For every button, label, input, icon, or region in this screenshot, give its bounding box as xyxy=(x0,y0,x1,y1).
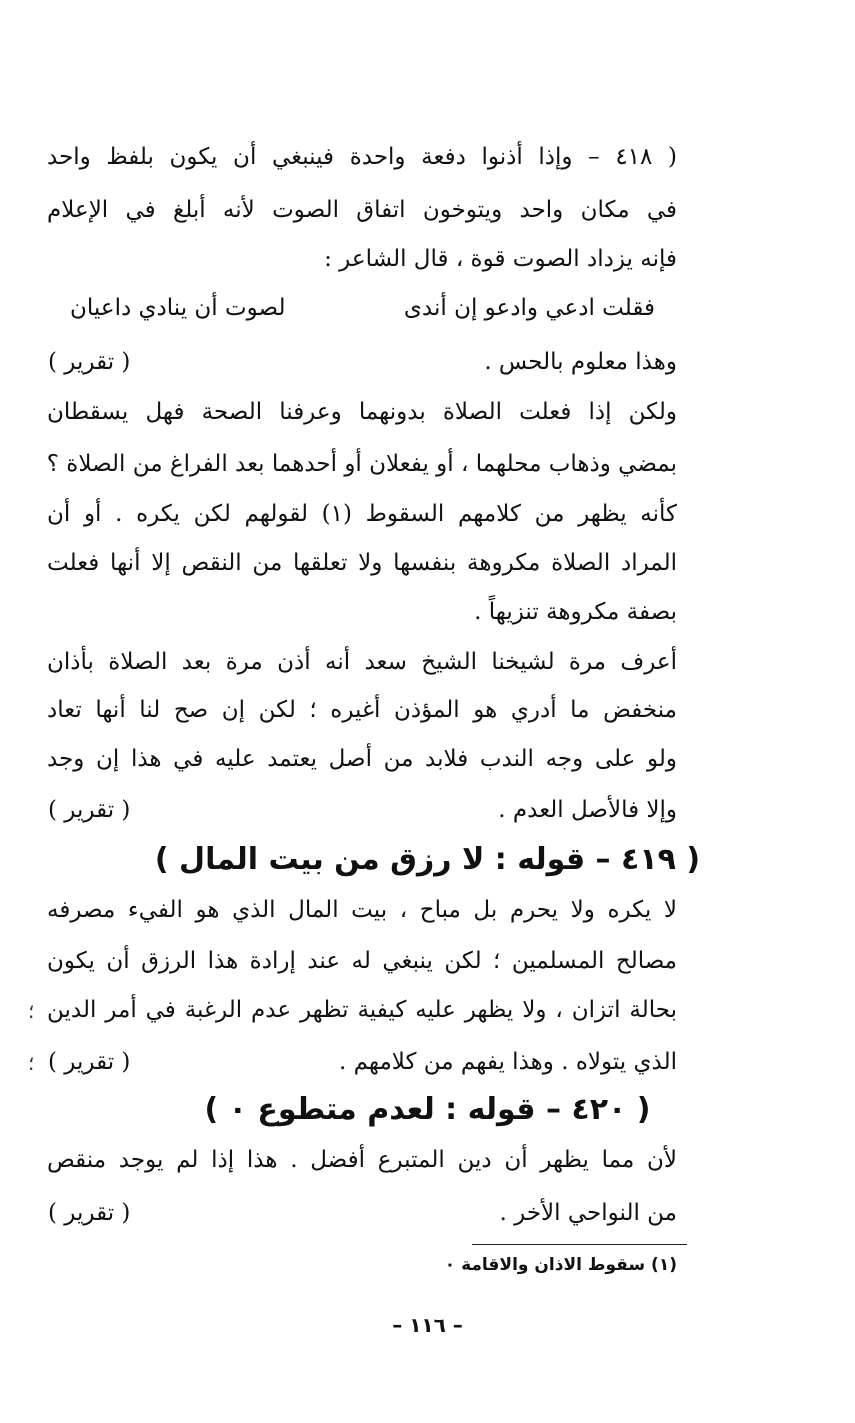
paragraph-419-line-4: الذي يتولاه . وهذا يفهم من كلامهم . xyxy=(338,1049,677,1075)
source-tag: ( تقرير ) xyxy=(48,797,131,823)
paragraph-419-line-2: مصالح المسلمين ؛ لكن ينبغي له عند إرادة هذا الرزق أن يكون xyxy=(47,948,677,974)
verse-second-hemistich: لصوت أن ينادي داعيان xyxy=(70,295,286,321)
footnote: (١) سقوط الاذان والاقامة ٠ xyxy=(444,1255,677,1275)
footnote-divider xyxy=(472,1244,687,1245)
paragraph-418-line-9: بصفة مكروهة تنزيهاً . xyxy=(474,599,677,625)
paragraph-418-line-5: ولكن إذا فعلت الصلاة بدونهما وعرفنا الصحة فهل يسقطان xyxy=(47,399,677,425)
paragraph-418-line-2: في مكان واحد ويتوخون اتفاق الصوت لأنه أبلغ في الإعلام xyxy=(47,197,677,223)
source-tag: ( تقرير ) xyxy=(48,349,131,375)
paragraph-418-line-3: فإنه يزداد الصوت قوة ، قال الشاعر : xyxy=(324,246,677,272)
section-420-heading: ( ٤٢٠ – قوله : لعدم متطوع ٠ ) xyxy=(204,1092,651,1127)
paragraph-418-line-10: أعرف مرة لشيخنا الشيخ سعد أنه أذن مرة بعد الصلاة بأذان xyxy=(47,649,677,675)
verse-first-hemistich: فقلت ادعي وادعو إن أندى xyxy=(403,295,655,321)
paragraph-418-line-7: كأنه يظهر من كلامهم السقوط (١) لقولهم لكن يكره . أو أن xyxy=(47,501,677,527)
paragraph-418-line-12: ولو على وجه الندب فلابد من أصل يعتمد عليه في هذا إن وجد xyxy=(47,746,677,772)
paragraph-418-line-1: ( ٤١٨ – وإذا أذنوا دفعة واحدة فينبغي أن يكون بلفظ واحد xyxy=(47,144,677,170)
paragraph-418-line-8: المراد الصلاة مكروهة بنفسها ولا تعلقها من النقص إلا أنها فعلت xyxy=(47,550,677,576)
paragraph-418-line-4: وهذا معلوم بالحس . xyxy=(484,349,677,375)
source-tag: ( تقرير ) xyxy=(48,1049,131,1075)
paragraph-419-line-3: بحالة اتزان ، ولا يظهر عليه كيفية تظهر عدم الرغبة في أمر الدين xyxy=(47,997,677,1023)
paragraph-420-line-1: لأن مما يظهر أن دين المتبرع أفضل . هذا إذا لم يوجد منقص xyxy=(47,1147,677,1173)
source-tag: ( تقرير ) xyxy=(48,1200,131,1226)
page-number: – ١١٦ – xyxy=(392,1313,463,1337)
paragraph-419-line-1: لا يكره ولا يحرم بل مباح ، بيت المال الذي هو الفيء مصرفه xyxy=(47,897,677,923)
paragraph-420-line-2: من النواحي الأخر . xyxy=(499,1200,677,1226)
paragraph-418-line-6: بمضي وذهاب محلهما ، أو يفعلان أو أحدهما بعد الفراغ من الصلاة ؟ xyxy=(46,451,677,477)
paragraph-418-line-11: منخفض ما أدري هو المؤذن أغيره ؛ لكن إن صح لنا أنها تعاد xyxy=(47,697,677,723)
section-419-heading: ( ٤١٩ – قوله : لا رزق من بيت المال ) xyxy=(154,842,701,877)
paragraph-418-line-13: وإلا فالأصل العدم . xyxy=(498,797,677,823)
margin-mark: ؛ xyxy=(28,999,35,1023)
margin-mark: ؛ xyxy=(28,1051,35,1075)
